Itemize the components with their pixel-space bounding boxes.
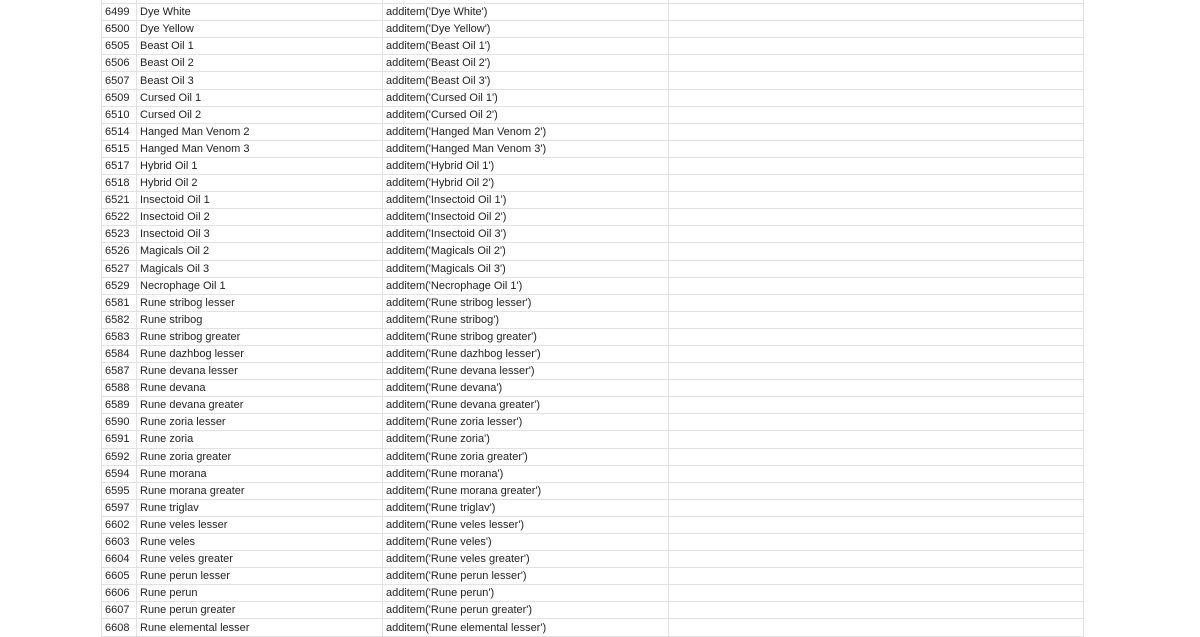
cell-id[interactable]: 6608 [102,619,137,636]
cell-empty[interactable] [669,38,1084,55]
table-row [102,585,1084,602]
table-row [102,499,1084,516]
table-row [102,260,1084,277]
table-row [102,431,1084,448]
cell-empty[interactable] [669,585,1084,602]
cell-id[interactable]: 6587 [102,363,137,380]
cell-empty[interactable] [669,619,1084,636]
cell-id[interactable]: 6603 [102,534,137,551]
cell-name[interactable]: Insectoid Oil 1 [137,192,383,209]
cell-empty[interactable] [669,602,1084,619]
cell-empty[interactable] [669,482,1084,499]
cell-id[interactable]: 6506 [102,55,137,72]
cell-command[interactable]: additem('Rune devana lesser') [383,363,669,380]
cell-empty[interactable] [669,140,1084,157]
cell-command[interactable]: additem('Rune perun greater') [383,602,669,619]
table-row [102,294,1084,311]
cell-name[interactable]: Dye White [137,4,383,21]
cell-command[interactable]: additem('Rune perun') [383,585,669,602]
cell-empty[interactable] [669,123,1084,140]
cell-command[interactable]: additem('Rune triglav') [383,499,669,516]
cell-name[interactable]: Rune devana greater [137,397,383,414]
cell-name[interactable]: Rune elemental lesser [137,619,383,636]
cell-empty[interactable] [669,4,1084,21]
cell-name[interactable]: Rune dazhbog lesser [137,345,383,362]
cell-command[interactable]: additem('Hanged Man Venom 3') [383,140,669,157]
cell-empty[interactable] [669,551,1084,568]
cell-empty[interactable] [669,397,1084,414]
table-row [102,516,1084,533]
cell-id[interactable]: 6589 [102,397,137,414]
table-row [102,568,1084,585]
table-row [102,106,1084,123]
cell-name[interactable]: Rune devana lesser [137,363,383,380]
cell-id[interactable]: 6592 [102,448,137,465]
cell-id[interactable]: 6583 [102,328,137,345]
cell-name[interactable]: Rune veles [137,534,383,551]
cell-empty[interactable] [669,414,1084,431]
cell-name[interactable]: Rune zoria lesser [137,414,383,431]
cell-command[interactable]: additem('Rune stribog greater') [383,328,669,345]
cell-name[interactable]: Hanged Man Venom 2 [137,123,383,140]
table-row [102,328,1084,345]
cell-empty[interactable] [669,106,1084,123]
table-row [102,38,1084,55]
cell-name[interactable]: Rune morana [137,465,383,482]
cell-empty[interactable] [669,345,1084,362]
cell-command[interactable]: additem('Rune elemental lesser') [383,619,669,636]
cell-empty[interactable] [669,311,1084,328]
table-row [102,226,1084,243]
cell-name[interactable]: Hanged Man Venom 3 [137,140,383,157]
table-row [102,602,1084,619]
cell-name[interactable]: Cursed Oil 1 [137,89,383,106]
cell-empty[interactable] [669,363,1084,380]
cell-empty[interactable] [669,243,1084,260]
cell-empty[interactable] [669,431,1084,448]
table-row [102,4,1084,21]
cell-name[interactable]: Insectoid Oil 2 [137,209,383,226]
item-code-sheet [101,0,1084,637]
cell-empty[interactable] [669,192,1084,209]
cell-name[interactable]: Rune zoria [137,431,383,448]
cell-id[interactable]: 6518 [102,175,137,192]
table-row [102,243,1084,260]
table-row [102,157,1084,174]
cell-command[interactable]: additem('Rune veles greater') [383,551,669,568]
cell-id[interactable]: 6517 [102,157,137,174]
cell-command[interactable]: additem('Dye White') [383,4,669,21]
cell-command[interactable]: additem('Necrophage Oil 1') [383,277,669,294]
cell-id[interactable]: 6509 [102,89,137,106]
cell-id[interactable]: 6605 [102,568,137,585]
cell-id[interactable]: 6594 [102,465,137,482]
table-row [102,311,1084,328]
table-row [102,89,1084,106]
table-row [102,55,1084,72]
cell-name[interactable]: Dye Yellow [137,21,383,38]
cell-name[interactable]: Beast Oil 1 [137,38,383,55]
cell-command[interactable]: additem('Cursed Oil 1') [383,89,669,106]
table-row [102,465,1084,482]
cell-id[interactable]: 6505 [102,38,137,55]
cell-name[interactable]: Insectoid Oil 3 [137,226,383,243]
cell-command[interactable]: additem('Cursed Oil 2') [383,106,669,123]
cell-empty[interactable] [669,516,1084,533]
cell-id[interactable]: 6584 [102,345,137,362]
cell-empty[interactable] [669,175,1084,192]
cell-command[interactable]: additem('Rune zoria greater') [383,448,669,465]
cell-id[interactable]: 6582 [102,311,137,328]
table-row [102,123,1084,140]
sheet-body [102,0,1084,636]
cell-id[interactable]: 6499 [102,4,137,21]
cell-command[interactable]: additem('Rune morana greater') [383,482,669,499]
table-row [102,619,1084,636]
cell-name[interactable]: Necrophage Oil 1 [137,277,383,294]
cell-name[interactable]: Rune triglav [137,499,383,516]
cell-command[interactable]: additem('Rune zoria') [383,431,669,448]
cell-command[interactable]: additem('Rune devana greater') [383,397,669,414]
cell-command[interactable]: additem('Beast Oil 3') [383,72,669,89]
cell-empty[interactable] [669,499,1084,516]
cell-empty[interactable] [669,89,1084,106]
cell-command[interactable]: additem('Rune stribog') [383,311,669,328]
cell-id[interactable]: 6606 [102,585,137,602]
cell-empty[interactable] [669,21,1084,38]
cell-name[interactable]: Hybrid Oil 1 [137,157,383,174]
cell-command[interactable]: additem('Rune veles') [383,534,669,551]
cell-id[interactable]: 6591 [102,431,137,448]
cell-id[interactable]: 6588 [102,380,137,397]
cell-name[interactable]: Rune veles lesser [137,516,383,533]
cell-command[interactable]: additem('Rune veles lesser') [383,516,669,533]
cell-id[interactable]: 6510 [102,106,137,123]
table-row [102,534,1084,551]
cell-id[interactable]: 6523 [102,226,137,243]
cell-command[interactable]: additem('Rune perun lesser') [383,568,669,585]
cell-id[interactable]: 6515 [102,140,137,157]
cell-name[interactable]: Beast Oil 3 [137,72,383,89]
table-row [102,209,1084,226]
cell-id[interactable]: 6514 [102,123,137,140]
cell-id[interactable]: 6527 [102,260,137,277]
cell-empty[interactable] [669,277,1084,294]
cell-command[interactable]: additem('Insectoid Oil 3') [383,226,669,243]
cell-command[interactable]: additem('Insectoid Oil 1') [383,192,669,209]
cell-name[interactable]: Rune stribog greater [137,328,383,345]
cell-id[interactable]: 6597 [102,499,137,516]
table-row [102,72,1084,89]
cell-name[interactable]: Rune veles greater [137,551,383,568]
cell-id[interactable]: 6607 [102,602,137,619]
table-row [102,345,1084,362]
cell-empty[interactable] [669,534,1084,551]
cell-empty[interactable] [669,55,1084,72]
cell-name[interactable]: Hybrid Oil 2 [137,175,383,192]
cell-id[interactable]: 6604 [102,551,137,568]
cell-command[interactable]: additem('Insectoid Oil 2') [383,209,669,226]
cell-name[interactable]: Rune zoria greater [137,448,383,465]
cell-id[interactable]: 6521 [102,192,137,209]
cell-command[interactable]: additem('Rune morana') [383,465,669,482]
table-row [102,551,1084,568]
table-row [102,448,1084,465]
cell-empty[interactable] [669,465,1084,482]
cell-command[interactable]: additem('Magicals Oil 3') [383,260,669,277]
cell-empty[interactable] [669,294,1084,311]
table-row [102,21,1084,38]
cell-command[interactable]: additem('Hanged Man Venom 2') [383,123,669,140]
cell-command[interactable]: additem('Magicals Oil 2') [383,243,669,260]
cell-command[interactable]: additem('Rune devana') [383,380,669,397]
cell-command[interactable]: additem('Hybrid Oil 1') [383,157,669,174]
table-row [102,380,1084,397]
cell-name[interactable]: Cursed Oil 2 [137,106,383,123]
cell-command[interactable]: additem('Hybrid Oil 2') [383,175,669,192]
cell-command[interactable]: additem('Dye Yellow') [383,21,669,38]
cell-id[interactable]: 6529 [102,277,137,294]
cell-id[interactable]: 6595 [102,482,137,499]
cell-empty[interactable] [669,260,1084,277]
cell-empty[interactable] [669,157,1084,174]
cell-name[interactable]: Rune perun greater [137,602,383,619]
cell-empty[interactable] [669,72,1084,89]
table-row [102,175,1084,192]
table-row [102,482,1084,499]
cell-name[interactable]: Beast Oil 2 [137,55,383,72]
cell-command[interactable]: additem('Beast Oil 2') [383,55,669,72]
cell-name[interactable]: Magicals Oil 2 [137,243,383,260]
cell-name[interactable]: Rune stribog lesser [137,294,383,311]
cell-empty[interactable] [669,448,1084,465]
cell-id[interactable]: 6500 [102,21,137,38]
cell-name[interactable]: Rune perun [137,585,383,602]
cell-name[interactable]: Magicals Oil 3 [137,260,383,277]
cell-id[interactable]: 6522 [102,209,137,226]
table-row [102,363,1084,380]
table-row [102,192,1084,209]
cell-command[interactable]: additem('Rune dazhbog lesser') [383,345,669,362]
cell-command[interactable]: additem('Rune zoria lesser') [383,414,669,431]
cell-empty[interactable] [669,226,1084,243]
cell-empty[interactable] [669,328,1084,345]
cell-name[interactable]: Rune stribog [137,311,383,328]
cell-command[interactable]: additem('Rune stribog lesser') [383,294,669,311]
cell-id[interactable]: 6581 [102,294,137,311]
cell-id[interactable]: 6507 [102,72,137,89]
cell-name[interactable]: Rune devana [137,380,383,397]
table-row [102,397,1084,414]
cell-empty[interactable] [669,209,1084,226]
cell-name[interactable]: Rune perun lesser [137,568,383,585]
cell-command[interactable]: additem('Beast Oil 1') [383,38,669,55]
table-row [102,277,1084,294]
table-row [102,414,1084,431]
cell-id[interactable]: 6602 [102,516,137,533]
cell-name[interactable]: Rune morana greater [137,482,383,499]
table-row [102,140,1084,157]
cell-id[interactable]: 6526 [102,243,137,260]
cell-empty[interactable] [669,380,1084,397]
cell-id[interactable]: 6590 [102,414,137,431]
cell-empty[interactable] [669,568,1084,585]
